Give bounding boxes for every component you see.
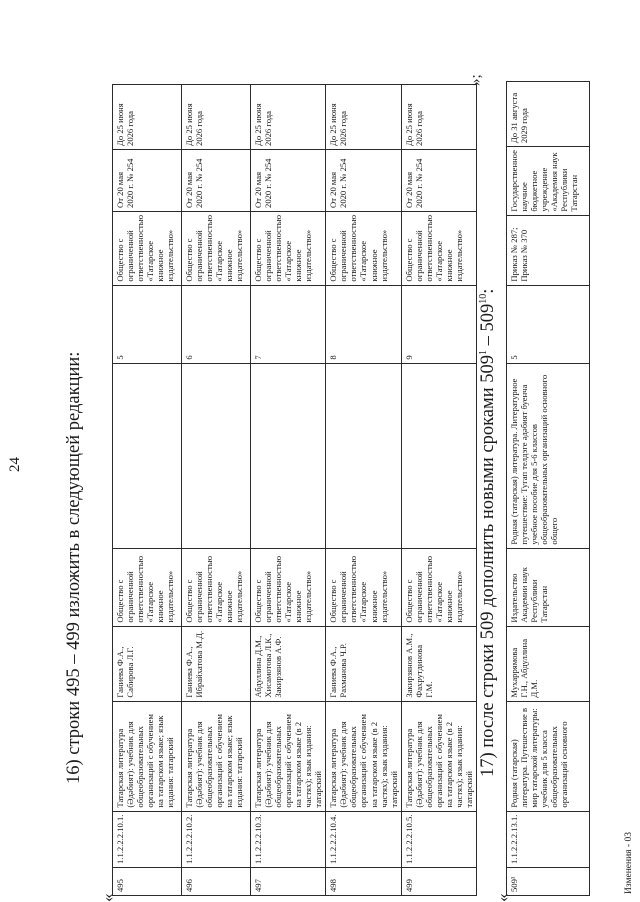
table-row [326, 84, 401, 895]
cell-org: Приказ № 287; Приказ № 370 [507, 215, 590, 285]
cell-authors: Мухаррямова Г.Н., Абдуллина Д.М. [507, 626, 590, 701]
cell-deadline: До 25 июня 2026 года [326, 84, 401, 149]
heading-2-sup-1: 1 [478, 350, 489, 355]
cell-org: Общество с ограниченной ответственностью «Татарское книжное издательство» [113, 211, 182, 285]
table-rows-495-499 [112, 84, 477, 896]
cell-num: 495 [113, 868, 182, 896]
table-row [113, 84, 182, 895]
section-16-heading: 16) строки 495 – 499 изложить в следующей редакции: [64, 351, 84, 784]
cell-deadline: До 25 июня 2026 года [251, 84, 326, 149]
table-row [507, 82, 590, 896]
cell-code: 1.1.2.2.2.13.1. [507, 811, 590, 867]
cell-num: 498 [326, 868, 401, 896]
cell-code: 1.1.2.2.2.10.5. [401, 811, 476, 867]
cell-deadline: До 31 августа 2029 года [507, 82, 590, 147]
cell-order: Государственное научное бюджетное учреждение «Академия наук Республики Татарстан [507, 147, 590, 215]
cell-blank [326, 363, 401, 548]
cell-code: 1.1.2.2.2.10.1. [113, 811, 182, 867]
table-body [113, 84, 477, 895]
cell-authors: Ганиева Ф.А., Ибрайхатова М.Д. [182, 626, 251, 701]
cell-authors: Абдуллина Д.М., Хисамотова Л.К., Закирзянов А.Ф. [251, 626, 326, 701]
cell-code: 1.1.2.2.2.10.2. [182, 811, 251, 867]
cell-org: Общество с ограниченной ответственностью «Татарское книжное издательство» [401, 211, 476, 285]
cell-publisher: Общество с ограниченной ответственностью «Татарское книжное издательство» [251, 548, 326, 626]
heading-2-suffix: : [478, 288, 499, 294]
table-row-509-1 [506, 81, 590, 896]
cell-title: Татарская литература (Әдәбият): учебник для общеобразовательных организаций с обучением на татарском языке; язык издания: татарский [182, 701, 251, 811]
cell-order: От 20 мая 2020 г. № 254 [113, 149, 182, 211]
cell-publisher: Издательство Академии наук Республики Татарстан [507, 548, 590, 626]
cell-blank: Родная (татарская) литература. Литературное путешествие: Тугап телдэге әдәбият буенча учебное пособие для 5-6 классов общеобразовательных организаций основного общего [507, 363, 590, 548]
cell-blank [251, 363, 326, 548]
cell-n: 8 [326, 285, 401, 363]
cell-org: Общество с ограниченной ответственностью «Татарское книжное издательство» [251, 211, 326, 285]
cell-deadline: До 25 июня 2026 года [401, 84, 476, 149]
cell-n: 9 [401, 285, 476, 363]
table-row [182, 84, 251, 895]
cell-n: 5 [113, 285, 182, 363]
heading-2-prefix: 17) после строки 509 дополнить новыми сроками 509 [478, 355, 499, 777]
cell-deadline: До 25 июня 2026 года [182, 84, 251, 149]
cell-blank [401, 363, 476, 548]
cell-publisher: Общество с ограниченной ответственностью «Татарское книжное издательство» [182, 548, 251, 626]
table-body [507, 82, 590, 896]
section-17-heading [478, 289, 499, 777]
cell-n: 6 [182, 285, 251, 363]
footer-revision: Изменения - 03 [624, 832, 634, 894]
cell-title: Татарская литература (Әдәбият): учебник для общеобразовательных организаций с обучением на татарском языке (в 2 частях); язык издания: татарский [326, 701, 401, 811]
cell-publisher: Общество с ограниченной ответственностью «Татарское книжное издательство» [113, 548, 182, 626]
closing-mark: »; [468, 74, 484, 86]
cell-num: 497 [251, 868, 326, 896]
opening-quote-1: « [98, 893, 117, 902]
cell-publisher: Общество с ограниченной ответственностью «Татарское книжное издательство» [401, 548, 476, 626]
cell-org: Общество с ограниченной ответственностью «Татарское книжное издательство» [182, 211, 251, 285]
cell-org: Общество с ограниченной ответственностью «Татарское книжное издательство» [326, 211, 401, 285]
cell-blank [182, 363, 251, 548]
cell-num: 499 [401, 868, 476, 896]
cell-order: От 20 мая 2020 г. № 254 [326, 149, 401, 211]
cell-num: 496 [182, 868, 251, 896]
cell-authors: Ганиева Ф.А., Сабирова Л.Г. [113, 626, 182, 701]
cell-deadline: До 25 июня 2026 года [113, 84, 182, 149]
cell-publisher: Общество с ограниченной ответственностью «Татарское книжное издательство» [326, 548, 401, 626]
opening-quote-2: « [493, 893, 512, 902]
cell-title: Татарская литература (Әдәбият): учебник для общеобразовательных организаций с обучением на татарском языке (в 2 частях); язык издания: татарский [251, 701, 326, 811]
cell-authors: Ганиева Ф.А., Рахманова Ч.Р. [326, 626, 401, 701]
cell-code: 1.1.2.2.2.10.3. [251, 811, 326, 867]
table-row [251, 84, 326, 895]
cell-order: От 20 мая 2020 г. № 254 [251, 149, 326, 211]
cell-title: Татарская литература (Әдәбият): учебник для общеобразовательных организаций с обучением на татарском языке; язык издания: татарский [113, 701, 182, 811]
cell-n: 5 [507, 285, 590, 363]
cell-blank [113, 363, 182, 548]
cell-title: Татарская литература (Әдәбият): учебник для общеобразовательных организаций с обучением на татарском языке (в 2 частях); язык издания: татарский [401, 701, 476, 811]
cell-authors: Закирзянов А.М., Фахрутдинова Г.М. [401, 626, 476, 701]
cell-num: 509¹ [507, 868, 590, 896]
heading-2-sup-2: 10 [478, 293, 489, 304]
table-row [401, 84, 476, 895]
cell-order: От 20 мая 2020 г. № 254 [401, 149, 476, 211]
cell-code: 1.1.2.2.2.10.4. [326, 811, 401, 867]
cell-title: Родная (татарская) литература. Путешествие в мир татарской литературы: учебник для 5 класса общеобразовательных организаций основного [507, 701, 590, 811]
heading-2-dash: – 509 [478, 303, 499, 350]
cell-n: 7 [251, 285, 326, 363]
cell-order: От 20 мая 2020 г. № 254 [182, 149, 251, 211]
page-number: 24 [7, 457, 23, 472]
